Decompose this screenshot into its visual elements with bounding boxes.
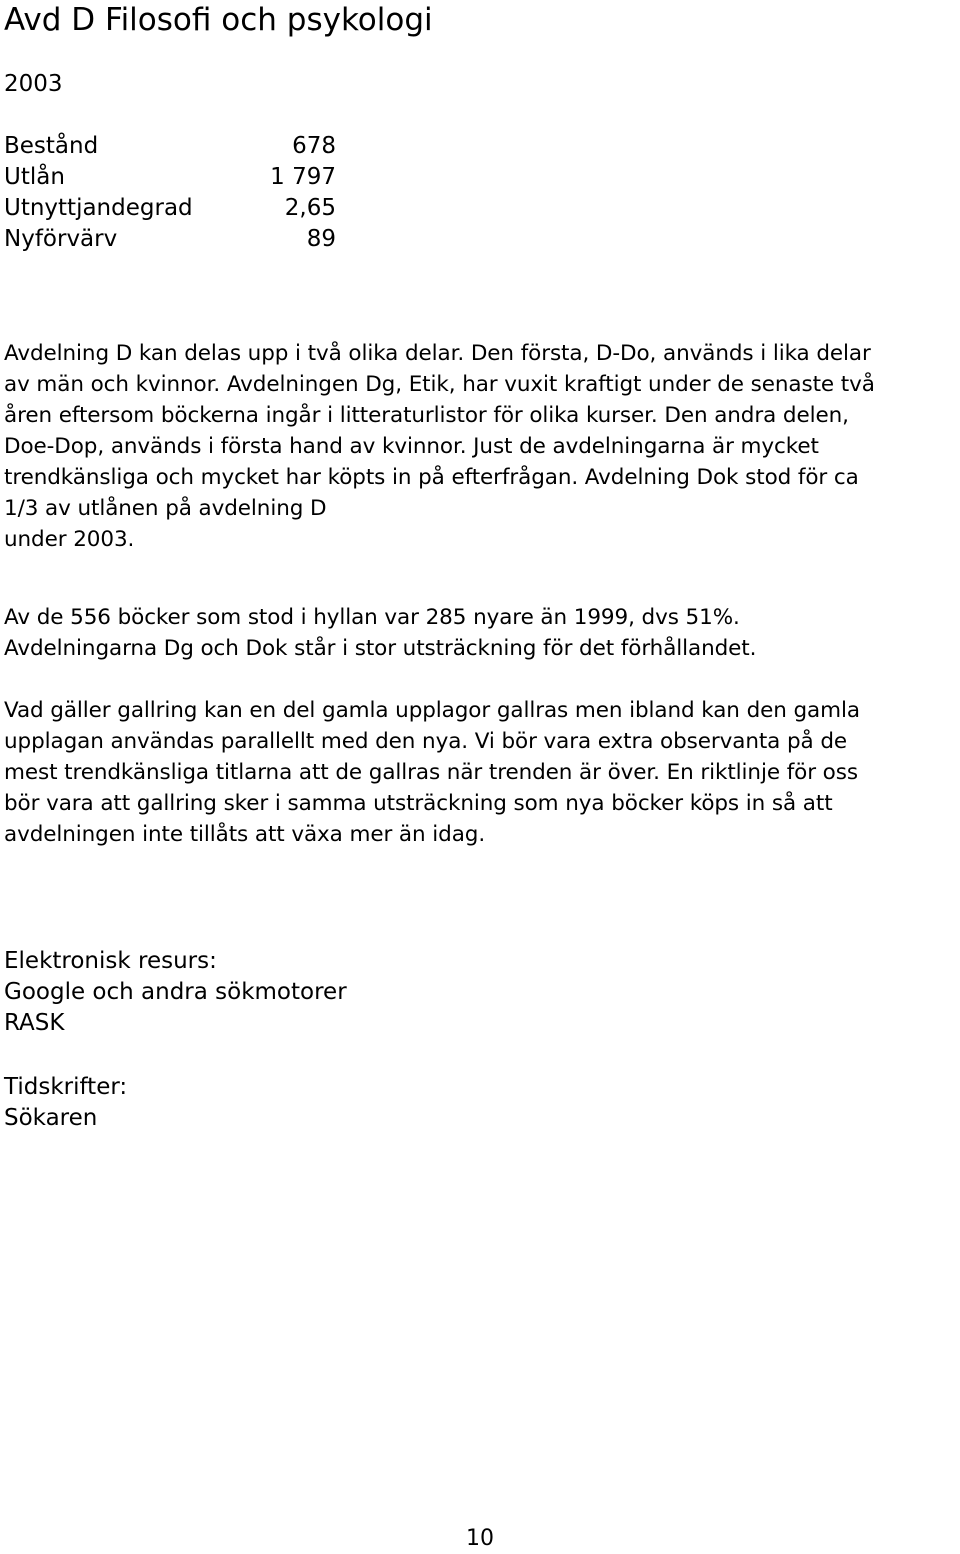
stat-value: 678: [292, 133, 336, 159]
paragraph-usage: [4, 338, 956, 555]
stat-row-loans: [4, 162, 336, 193]
stat-value: 89: [306, 226, 336, 252]
text-line: 1/3 av utlånen på avdelning D: [4, 496, 327, 521]
stat-label: Nyförvärv: [4, 226, 118, 252]
electronic-resource-item: Google och andra sökmotorer: [4, 979, 347, 1005]
text-line: avdelningen inte tillåts att växa mer än idag.: [4, 822, 486, 847]
stat-label: Utnyttjandegrad: [4, 195, 193, 221]
text-line: Avdelningarna Dg och Dok står i stor utsträckning för det förhållandet.: [4, 636, 757, 661]
statistics-table: [4, 131, 336, 255]
journals-heading: Tidskrifter:: [4, 1074, 128, 1100]
stat-label: Utlån: [4, 164, 65, 190]
text-line: åren eftersom böckerna ingår i litteraturlistor för olika kurser. Den andra delen,: [4, 403, 849, 428]
text-line: Doe-Dop, används i första hand av kvinnor. Just de avdelningarna är mycket: [4, 434, 819, 459]
text-line: Avdelning D kan delas upp i två olika delar. Den första, D-Do, används i lika delar: [4, 341, 871, 366]
stat-row-utilization: [4, 193, 336, 224]
paragraph-age: [4, 602, 956, 664]
stat-value: 2,65: [284, 195, 336, 221]
text-line: av män och kvinnor. Avdelningen Dg, Etik, har vuxit kraftigt under de senaste två: [4, 372, 875, 397]
electronic-resources-heading: Elektronisk resurs:: [4, 948, 217, 974]
paragraph-weeding: [4, 695, 956, 850]
journals-section: [4, 1072, 127, 1134]
text-line: trendkänsliga och mycket har köpts in på efterfrågan. Avdelning Dok stod för ca: [4, 465, 859, 490]
electronic-resource-item: RASK: [4, 1010, 65, 1036]
text-line: Vad gäller gallring kan en del gamla upplagor gallras men ibland kan den gamla: [4, 698, 860, 723]
stat-row-holdings: [4, 131, 336, 162]
stat-value: 1 797: [270, 164, 336, 190]
text-line: under 2003.: [4, 527, 135, 552]
stat-row-acquisitions: [4, 224, 336, 255]
page-number: 10: [466, 1526, 494, 1551]
text-line: upplagan användas parallellt med den nya. Vi bör vara extra observanta på de: [4, 729, 848, 754]
year-label: 2003: [4, 71, 63, 97]
text-line: Av de 556 böcker som stod i hyllan var 285 nyare än 1999, dvs 51%.: [4, 605, 740, 630]
journal-item: Sökaren: [4, 1105, 98, 1131]
text-line: mest trendkänsliga titlarna att de gallras när trenden är över. En riktlinje för oss: [4, 760, 858, 785]
page-title: Avd D Filosofi och psykologi: [4, 2, 433, 38]
stat-label: Bestånd: [4, 133, 99, 159]
text-line: bör vara att gallring sker i samma utsträckning som nya böcker köps in så att: [4, 791, 833, 816]
electronic-resources-section: [4, 946, 347, 1039]
